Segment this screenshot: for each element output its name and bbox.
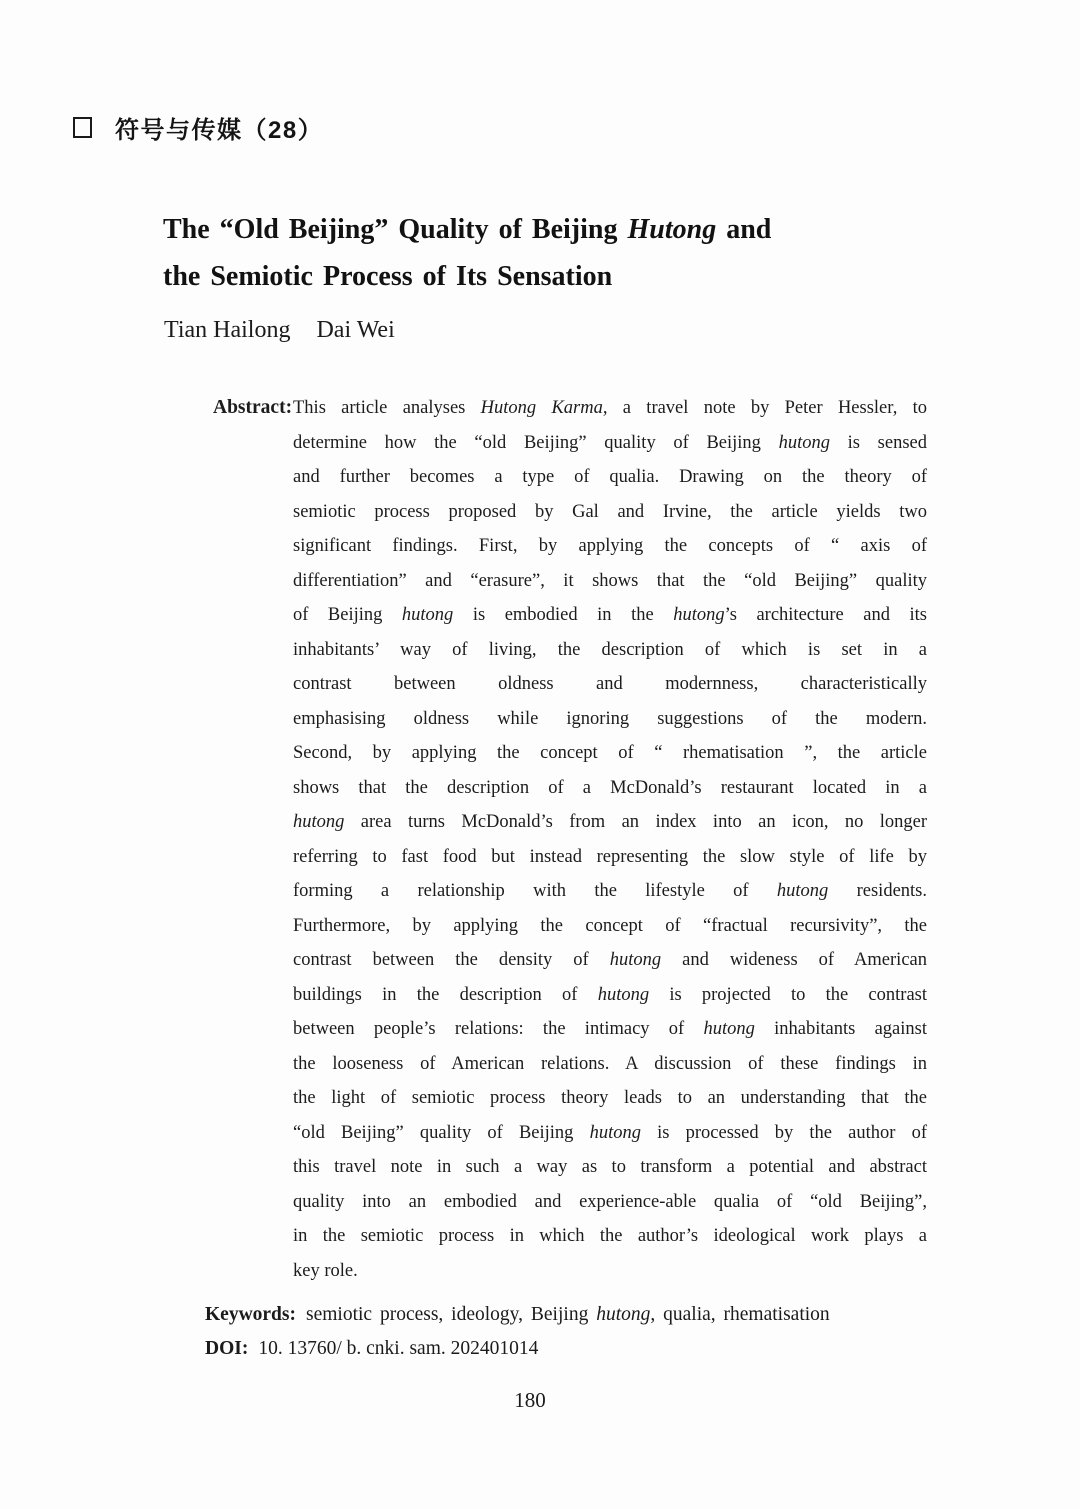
article-title	[163, 206, 893, 300]
abstract-line: quality into an embodied and experience-able qualia of “old Beijing”,	[293, 1191, 927, 1212]
doi-value: 10. 13760/ b. cnki. sam. 202401014	[258, 1338, 539, 1359]
abstract-line: between people’s relations: the intimacy of hutong inhabitants against	[293, 1019, 927, 1039]
keywords-text: semiotic process, ideology, Beijing hutong, qualia, rhematisation	[306, 1304, 830, 1325]
abstract-line: determine how the “old Beijing” quality of Beijing hutong is sensed	[293, 432, 927, 453]
abstract-line: significant findings. First, by applying the concepts of “ axis of	[293, 536, 927, 556]
abstract-line: this travel note in such a way as to transform a potential and abstract	[293, 1157, 927, 1177]
author-name: Tian Hailong	[164, 317, 291, 343]
square-marker-icon	[73, 117, 92, 138]
keywords-line	[205, 1298, 945, 1332]
article-title-line: the Semiotic Process of Its Sensation	[163, 261, 613, 292]
abstract-body	[293, 391, 927, 1288]
keywords-label: Keywords:	[205, 1304, 296, 1325]
abstract-label: Abstract:	[213, 397, 293, 418]
abstract-line: and further becomes a type of qualia. Drawing on the theory of	[293, 467, 927, 487]
journal-header	[73, 110, 323, 145]
abstract-line: forming a relationship with the lifestyle of hutong residents.	[293, 881, 927, 901]
abstract-line: differentiation” and “erasure”, it shows that the “old Beijing” quality	[293, 570, 927, 591]
abstract-line: contrast between oldness and modernness, characteristically	[293, 674, 927, 694]
abstract-line: key role.	[293, 1260, 358, 1281]
abstract-line: Second, by applying the concept of “ rhematisation ”, the article	[293, 743, 927, 763]
abstract-line: shows that the description of a McDonald’s restaurant located in a	[293, 777, 927, 798]
abstract-line: of Beijing hutong is embodied in the hutong’s architecture and its	[293, 605, 927, 625]
abstract-line: hutong area turns McDonald’s from an index into an icon, no longer	[293, 812, 927, 832]
abstract-line: in the semiotic process in which the author’s ideological work plays a	[293, 1226, 927, 1246]
abstract-line: the looseness of American relations. A discussion of these findings in	[293, 1053, 927, 1074]
abstract-line: inhabitants’ way of living, the description of which is set in a	[293, 639, 927, 660]
journal-title: 符号与传媒（28）	[115, 117, 324, 144]
doi-line	[205, 1332, 538, 1366]
abstract-line: semiotic process proposed by Gal and Irvine, the article yields two	[293, 501, 927, 522]
abstract-line: the light of semiotic process theory leads to an understanding that the	[293, 1088, 927, 1108]
abstract	[213, 391, 928, 1288]
doi-label: DOI:	[205, 1338, 249, 1359]
author-name: Dai Wei	[316, 317, 395, 343]
abstract-line: “old Beijing” quality of Beijing hutong is processed by the author of	[293, 1122, 927, 1143]
article-title-line: The “Old Beijing” Quality of Beijing Hutong and	[163, 214, 772, 245]
authors-line	[164, 317, 395, 344]
abstract-line: contrast between the density of hutong and wideness of American	[293, 950, 927, 970]
abstract-line: This article analyses Hutong Karma, a travel note by Peter Hessler, to	[293, 398, 928, 418]
abstract-line: emphasising oldness while ignoring suggestions of the modern.	[293, 708, 927, 729]
abstract-line: Furthermore, by applying the concept of “fractual recursivity”, the	[293, 915, 927, 936]
page-number: 180	[514, 1388, 546, 1412]
abstract-line: buildings in the description of hutong is projected to the contrast	[293, 984, 927, 1005]
abstract-line: referring to fast food but instead representing the slow style of life by	[293, 846, 927, 867]
